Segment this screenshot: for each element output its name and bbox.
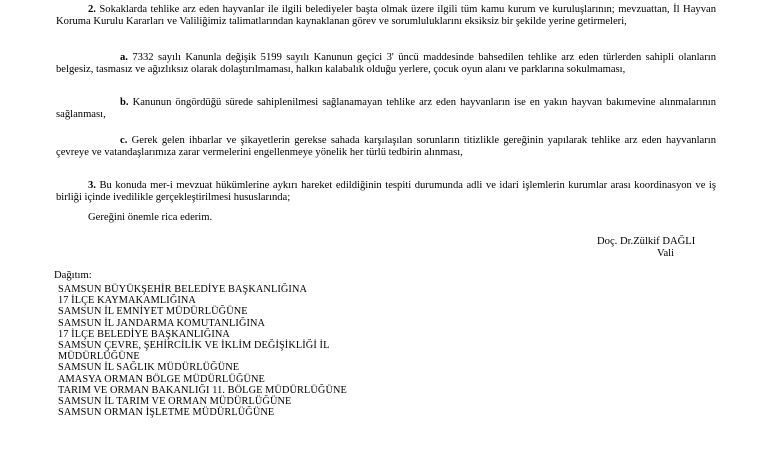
paragraph-text: Sokaklarda tehlike arz eden hayvanlar ile ilgili belediyeler başta olmak üzere ilgili tüm kamu kurum ve kuruluşlarının; mevzuattan, İl Hayvan Koruma Kurulu Kararları ve Valiliğimiz talimatlarından kaynaklanan görev ve sorumluluklarını eksiksiz bir şekilde yerine getirmeleri, <box>56 4 716 28</box>
paragraph-text: 7332 sayılı Kanunla değişik 5199 sayılı Kanunun geçici 3' üncü maddesinde bahsedilen tehlike arz eden türlerden sahipli olanların belgesiz, tasmasız ve ağızlıksız olarak dolaştırılmaması, halkın kalabalık olduğu yerlere, çocuk oyun alanı ve parklarına sokulmaması, <box>56 52 716 76</box>
closing-line <box>56 212 716 224</box>
distribution-item: 17 İLÇE BELEDİYE BAŞKANLIĞINA <box>58 328 230 340</box>
paragraph-number: 3. <box>88 180 96 191</box>
paragraph-text: Kanunun öngördüğü sürede sahiplenilmesi sağlanamayan tehlike arz eden hayvanların ise en yakın hayvan bakımevine alınmalarının sağlanması, <box>56 97 716 121</box>
distribution-item: SAMSUN İL SAĞLIK MÜDÜRLÜĞÜNE <box>58 362 240 374</box>
distribution-list <box>58 284 347 418</box>
signature-title: Vali <box>657 248 675 259</box>
paragraph-text: Gerek gelen ihbarlar ve şikayetlerin gerekse sahada karşılaşılan sorunların titizlikle gereğinin yapılarak tehlike arz eden hayvanların çevreye ve vatandaşlarımıza zarar vermelerini engellenmeye yönelik her türlü tedbirin alınması, <box>56 135 716 159</box>
paragraph-3 <box>56 180 716 205</box>
paragraph-text: Bu konuda mer-i mevzuat hükümlerine aykırı hareket edildiğinin tespiti durumunda adli ve idari işlemlerin kurumlar arası koordinasyon ve iş birliği içinde ivedilikle gerçekleştirilmesi hususlarında; <box>56 180 716 204</box>
paragraph-letter: b. <box>120 97 129 108</box>
closing-text: Gereğini önemle rica ederim. <box>88 212 213 223</box>
distribution-item: SAMSUN İL JANDARMA KOMUTANLIĞINA <box>58 317 266 329</box>
distribution-item: SAMSUN ÇEVRE, ŞEHİRCİLİK VE İKLİM DEĞİŞİKLİĞİ İL <box>58 340 330 352</box>
paragraph-a <box>56 52 716 77</box>
distribution-item: SAMSUN İL TARIM VE ORMAN MÜDÜRLÜĞÜNE <box>58 396 292 408</box>
distribution-item: AMASYA ORMAN BÖLGE MÜDÜRLÜĞÜNE <box>58 373 265 385</box>
distribution-item: SAMSUN İL EMNİYET MÜDÜRLÜĞÜNE <box>58 306 248 318</box>
paragraph-letter: a. <box>120 52 128 63</box>
distribution-item: 17 İLÇE KAYMAKAMLIĞINA <box>58 295 196 307</box>
paragraph-number: 2. <box>88 4 96 15</box>
distribution-heading: Dağıtım: <box>54 270 92 281</box>
distribution-item: SAMSUN ORMAN İŞLETME MÜDÜRLÜĞÜNE <box>58 407 275 419</box>
paragraph-letter: c. <box>120 135 128 146</box>
distribution-item: MÜDÜRLÜĞÜNE <box>58 351 140 363</box>
paragraph-c <box>56 135 716 160</box>
paragraph-2 <box>56 4 716 29</box>
distribution-item: TARIM VE ORMAN BAKANLIĞI 11. BÖLGE MÜDÜRLÜĞÜNE <box>58 384 347 396</box>
paragraph-b <box>56 97 716 122</box>
signature-name: Doç. Dr.Zülkif DAĞLI <box>597 236 696 247</box>
distribution-item: SAMSUN BÜYÜKŞEHİR BELEDİYE BAŞKANLIĞINA <box>58 284 308 295</box>
